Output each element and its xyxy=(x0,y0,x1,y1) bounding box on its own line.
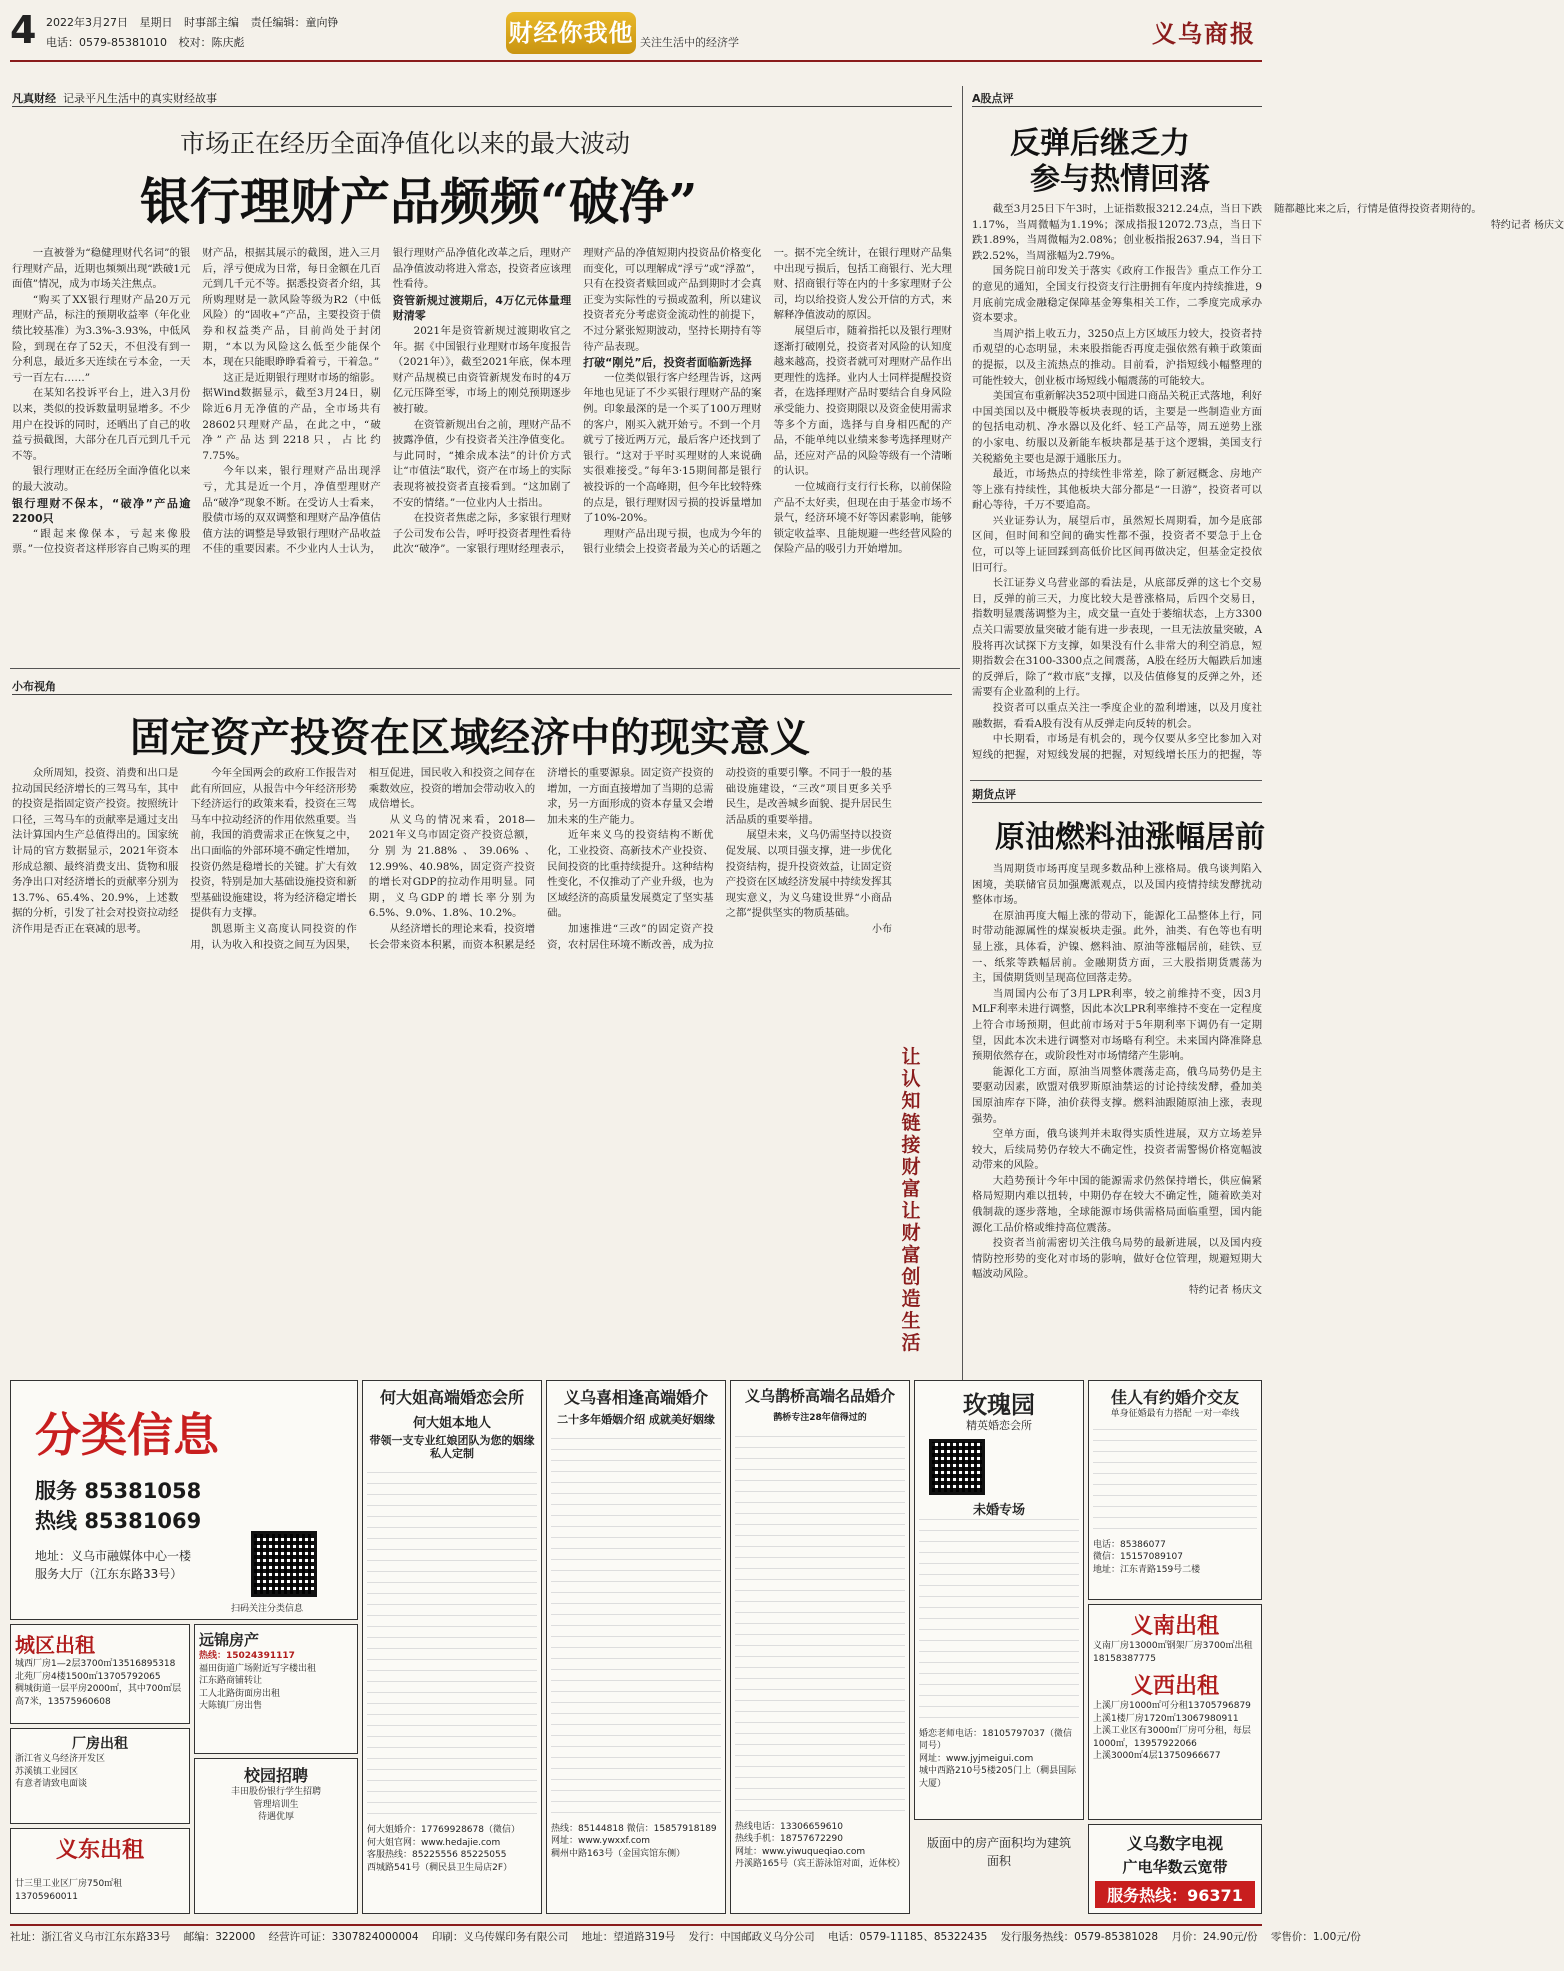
ad-xixiangfeng xyxy=(546,1380,726,1914)
ad-tv-title: 义乌数字电视 xyxy=(1126,1834,1223,1853)
ad-queqiao-web: 网址：www.yiwuqueqiao.com xyxy=(735,1846,866,1857)
paragraph: 从经济增长的理论来看，投资增长会带来资本积累，而资本积累是经济增长的重要源泉。固定资产投资的增加，一方面直接增加了当期的总需求，另一方面形成的资本存量又会增加未来的生产能力。 xyxy=(368,767,714,951)
ad-tv-sub: 广电华数云宽带 xyxy=(1122,1858,1228,1876)
ad-jiaren-addr: 地址：江东青路159号二楼 xyxy=(1093,1564,1201,1575)
ad-meigui-addr: 城中西路210号5楼205门上（稠县国际大厦） xyxy=(919,1766,1077,1789)
article3-body xyxy=(12,766,892,1366)
ad-jiaren-tel: 电话：85386077 xyxy=(1093,1539,1166,1550)
ad-meigui-listing xyxy=(919,1518,1079,1728)
ad-queqiao-sub: 鹊桥专注28年信得过的 xyxy=(773,1413,867,1423)
paragraph: 银行理财正在经历全面净值化以来的最大波动。 xyxy=(12,465,191,493)
article2-body xyxy=(972,202,1564,772)
paragraph: 当周期货市场再度呈现多数品种上涨格局。俄乌谈判陷入困境，美联储官员加强鹰派观点，以及国内疫情持续发酵扰动整体市场。 xyxy=(972,863,1262,907)
address-line2: 服务大厅（江东东路33号） xyxy=(35,1567,183,1581)
ad-xiaoyuan-line: 丰田股份银行学生招聘 xyxy=(230,1787,321,1797)
ad-xiaoyuan xyxy=(194,1758,358,1914)
ad-jiaren-sub: 单身征婚最有力搭配 一对一牵线 xyxy=(1110,1409,1240,1419)
ad-yixi-line: 上溪厂房1000㎡可分租13705796879 xyxy=(1093,1701,1251,1711)
ad-hedajie-listing xyxy=(367,1464,537,1824)
ad-yuanjin-line: 福田街道广场附近写字楼出租 xyxy=(199,1663,317,1674)
ad-hedajie-title: 何大姐高端婚恋会所 xyxy=(379,1388,524,1407)
byline: 特约记者 杨庆文 xyxy=(1188,1285,1262,1297)
issue-date: 2022年3月27日 xyxy=(46,16,128,29)
ad-queqiao-listing xyxy=(735,1431,905,1821)
ad-xixiangfeng-listing xyxy=(551,1433,721,1823)
ad-changfang-line: 苏溪镇工业园区 xyxy=(15,1766,79,1777)
service-line xyxy=(35,1475,201,1505)
footer-hotline: 发行服务热线：0579-85381028 xyxy=(1000,1931,1159,1943)
paper-logo: 义乌商报 xyxy=(1152,19,1256,48)
paragraph: 投资者当前需密切关注俄乌局势的最新进展，以及国内疫情防控形势的变化对市场的影响，做好仓位管理，规避短期大幅波动风险。 xyxy=(972,1237,1262,1281)
footer-price: 月价：24.90元/份 xyxy=(1171,1931,1258,1943)
article4-body xyxy=(972,862,1262,1370)
byline: 特约记者 杨庆文 xyxy=(1490,219,1564,231)
paragraph: “购买了XX银行理财产品20万元理财产品，标注的预期收益率（年化业绩比较基准）为3.3%-3.93%，中低风险，到现在存了52天，不但没有到一分利息，最近多天连续在亏本金，一天亏一百左右……” xyxy=(12,293,191,384)
ad-queqiao-tel1: 热线电话：13306659610 xyxy=(735,1821,843,1832)
ad-yixi-title: 义西出租 xyxy=(1130,1674,1219,1699)
ad-chengqu-line: 北苑厂房4楼1500㎡13705792065 xyxy=(15,1671,161,1682)
masthead-meta-line2 xyxy=(46,34,252,50)
paragraph: 众所周知，投资、消费和出口是拉动国民经济增长的三驾马车，其中的投资是指固定资产投资。按照统计口径，三驾马车的贡献率是通过支出法计算国内生产总值得出的。国家统计局的官方数据显示，2021年资本形成总额、最终消费支出、货物和服务净出口对经济增长的贡献率分别为13.7%、65.4%、20.9%，上述数据的分析，引发了社会对投资拉动经济作用是否正在衰减的思考。 xyxy=(12,767,179,935)
ad-chengqu-line: 稠城街道一层平房2000㎡，其中700㎡层高7米，13575960608 xyxy=(15,1684,182,1707)
ad-yixi-line: 上溪1楼厂房1720㎡13067980911 xyxy=(1093,1713,1239,1724)
ad-changfang-line: 有意者请致电面谈 xyxy=(15,1779,88,1789)
paragraph: 中长期看，市场是有机会的，现今仅要从多空比参加入对短线的把握，对短线发展的把握，对短线增长压力的把握，等随都趣比来之后，行情是值得投资者期待的。 xyxy=(972,203,1482,761)
paragraph: 空单方面，俄乌谈判并未取得实质性进展，双方立场差异较大，后续局势仍存较大不确定性，投资者需警惕价格宽幅波动带来的风险。 xyxy=(972,1128,1262,1172)
article1-title: 银行理财产品频频“破净” xyxy=(140,172,698,231)
ad-changfang xyxy=(10,1728,190,1824)
ad-queqiao-title: 义乌鹊桥高端名品婚介 xyxy=(744,1387,895,1405)
ad-queqiao-addr: 丹溪路165号（宾王游泳馆对面，近体校） xyxy=(735,1859,906,1869)
ad-hedajie-addr: 西城路541号（稠民县卫生局店2F） xyxy=(367,1862,513,1873)
qr-code-icon xyxy=(929,1439,985,1495)
area-notice: 版面中的房产面积均为建筑面积 xyxy=(926,1836,1071,1868)
ad-xixiangfeng-web: 网址：www.ywxxf.com xyxy=(551,1836,651,1846)
masthead xyxy=(10,8,1262,62)
column-name: 小布视角 xyxy=(12,680,56,693)
ad-xixiangfeng-addr: 稠州中路163号（金国宾馆东侧） xyxy=(551,1848,686,1859)
classified-info-box xyxy=(10,1380,358,1620)
column-name: A股点评 xyxy=(972,92,1014,105)
proofreader: 校对：陈庆彪 xyxy=(178,36,245,49)
ad-meigui-sub: 精英婚恋会所 xyxy=(966,1419,1032,1432)
notice-box xyxy=(914,1824,1084,1914)
paragraph: 在某知名投诉平台上，进入3月份以来，类似的投诉数量明显增多。不少用户在投诉的同时，还晒出了自己的收益亏损截图，大部分在几百元到几千元不等。 xyxy=(12,387,191,462)
ad-hedajie-slogan: 带领一支专业红娘团队为您的姻缘私人定制 xyxy=(369,1434,535,1460)
ad-changfang-title: 厂房出租 xyxy=(72,1736,128,1752)
article2-title-line1: 反弹后继乏力 xyxy=(1010,126,1190,161)
column-label-fanzhen xyxy=(12,90,952,107)
ad-queqiao xyxy=(730,1380,910,1914)
paragraph: 当周沪指上收五力，3250点上方区域压力较大，投资者持币观望的心态明显，未来股指能否再度走强依然有赖于政策面的提振，以及主流热点的推动。目前看，沪指短线小幅整理的可能性较大，创业板市场短线小幅震荡的可能较大。 xyxy=(972,327,1262,387)
ad-yinan-yixi xyxy=(1088,1604,1262,1820)
classified-address xyxy=(35,1547,191,1583)
paragraph: 打破“刚兑”后，投资者面临新选择 xyxy=(583,356,752,370)
article1-subtitle: 市场正在经历全面净值化以来的最大波动 xyxy=(180,129,631,158)
section-divider xyxy=(970,780,1262,781)
ad-yuanjin-tel: 热线：15024391117 xyxy=(199,1651,295,1661)
footer-imprint xyxy=(10,1924,1361,1948)
section-divider xyxy=(10,668,960,669)
ad-xixiangfeng-title: 义乌喜相逢高端婚介 xyxy=(563,1388,708,1407)
paragraph: 这正是近期银行理财市场的缩影。据Wind数据显示，截至3月24日，剔除近6月无净值的产品，全市场共有28602只理财产品，在此之中，“破净”产品达到2218只，占比约7.75%。 xyxy=(202,371,381,462)
paragraph: 银行理财不保本，“破净”产品逾2200只 xyxy=(12,496,191,526)
masthead-meta-line1 xyxy=(46,14,347,30)
paragraph: 截至3月25日下午3时，上证指数报3212.24点，当日下跌1.17%，当周微幅为1.19%；深成指报12072.73点，当日下跌1.89%，当周微幅为2.08%；创业板指报2637.94，当日下跌2.52%，当周涨幅为2.79%。 xyxy=(972,203,1262,262)
ad-chengqu xyxy=(10,1624,190,1724)
address-line1: 地址：义乌市融媒体中心一楼 xyxy=(35,1549,192,1563)
service-phone: 85381058 xyxy=(84,1479,202,1503)
ad-tv-hotline: 服务热线：96371 xyxy=(1095,1881,1255,1908)
ad-yixi-line: 上溪3000㎡4层13750966677 xyxy=(1093,1751,1221,1761)
paragraph: 今年全国两会的政府工作报告对此有所回应，从报告中今年经济形势下经济运行的政策来看，投资在三驾马车中拉动经济的作用依然重要。当前，我国的消费需求正在恢复之中，出口面临的外部环境不确定性增加，投资仍然是稳增长的关键。扩大有效投资，特别是加大基础设施投资和新型基础设施建设，将为经济稳定增长提供有力支撑。 xyxy=(190,767,357,920)
ad-hedajie-sub: 何大姐本地人 xyxy=(412,1416,491,1431)
paragraph: 凯恩斯主义高度认同投资的作用，认为收入和投资之间互为因果，相互促进，国民收入和投资之间存在乘数效应，投资的增加会带动收入的成倍增长。 xyxy=(190,767,536,951)
paragraph: 国务院日前印发关于落实《政府工作报告》重点工作分工的意见的通知，全国支行投资支行注册拥有年度内持续推进，9月底前完成金融稳定保障基金筹集相关工作，二季度完成承办资本要求。 xyxy=(972,265,1262,325)
ad-queqiao-tel2: 热线手机：18757672290 xyxy=(735,1834,843,1844)
article3-title: 固定资产投资在区域经济中的现实意义 xyxy=(130,714,810,761)
paragraph: 一位类似银行客户经理告诉，这两年地也见证了不少买银行理财产品的案例。印象最深的是一个买了100万理财的客户，刚买入就开始亏。不到一个月就亏了接近两万元，最后客户还找到了银行。“这对于平时买理财的人来说确实很难接受。”每年3·15期间都是银行被投诉的一个高峰期，但今年比较特殊的点是，银行理财因亏损的投诉量增加了10%-20%。 xyxy=(583,371,762,525)
paragraph: 今年以来，银行理财产品出现浮亏，尤其是近一个月，净值型理财产品“破净”现象不断。在受访人士看来，股债市场的双双调整和理财产品净值估值方法的调整是导致银行理财产品收益不佳的重要因素。不少业内人士认为，银行理财产品净值化改革之后，理财产品净值波动将进入常态，投资者应该理性看待。 xyxy=(202,247,572,556)
weekday: 星期日 xyxy=(139,16,173,29)
ad-meigui xyxy=(914,1380,1084,1820)
paragraph: 在原油再度大幅上涨的带动下，能源化工品整体上行，同时带动能源属性的煤炭板块走强。此外，油类、有色等也有明显上涨，具体看，沪镍、燃料油、原油等涨幅居前，硅铁、豆一、纸浆等跌幅居前。金融期货方面，三大股指期货震荡为主，国债期货则呈现高位回落走势。 xyxy=(972,909,1262,985)
footer-distribution: 发行：中国邮政义乌分公司 xyxy=(688,1931,815,1943)
footer-address: 社址：浙江省义乌市江东东路33号 xyxy=(10,1931,171,1943)
paragraph: 在投资者焦虑之际，多家银行理财子公司发布公告，呼吁投资者理性看待此次“破净”。一家银行理财经理表示，理财产品的净值短期内投资品价格变化而变化，可以理解成“浮亏”或“浮盈”，只有在投资者赎回或产品到期时才会真正变为实际性的亏损或盈利，所以建议投资者充分考虑资金流动性的前提下，不过分紧张短期波动，坚持长期持有等待产品表现。 xyxy=(392,247,762,556)
ad-yuanjin xyxy=(194,1624,358,1754)
ad-yinan-title: 义南出租 xyxy=(1130,1614,1219,1639)
paragraph: 一直被誉为“稳健理财代名词”的银行理财产品，近期也频频出现“跌破1元面值”情况，成为市场关注焦点。 xyxy=(12,247,191,291)
ad-changfang-line: 浙江省义乌经济开发区 xyxy=(15,1754,106,1764)
ad-yinan-line: 义南厂房13000㎡钢架厂房3700㎡出租 18158387775 xyxy=(1093,1641,1253,1664)
ad-hedajie xyxy=(362,1380,542,1914)
paragraph: 兴业证券认为，展望后市，虽然短长周期看，加今是底部区间，但时间和空间的确实性都不强，投资者不要急于上仓位，可以等上证回踩到高低价比区间再做决定，但基金定投依旧可行。 xyxy=(972,514,1262,574)
paragraph: 一位城商行支行行长称，以前保险产品不太好卖，但现在由于基金市场不景气，经济环境不好等因素影响，能够锁定收益率、且能规避一些经营风险的保险产品的吸引力开始增加。 xyxy=(773,480,952,556)
ad-jiaren-wechat: 微信：15157089107 xyxy=(1093,1552,1183,1562)
classified-title: 分类信息 xyxy=(35,1408,219,1462)
paragraph: 从义乌的情况来看，2018—2021年义乌市固定资产投资总额，分别为21.88%、39.06%、12.99%、40.98%，固定资产投资的增长对GDP的拉动作用明显。同期，义乌GDP的增长率分别为6.5%、9.0%、1.8%、10.2%。 xyxy=(368,813,536,920)
ad-meigui-contact: 婚恋老师电话：18105797037（微信同号） xyxy=(919,1728,1072,1751)
column-label-agu xyxy=(972,90,1262,107)
article1-body xyxy=(12,246,952,662)
footer-phone: 电话：0579-11185、85322435 xyxy=(827,1931,988,1943)
footer-postcode: 邮编：322000 xyxy=(183,1931,256,1943)
paragraph: 最近，市场热点的持续性非常差，除了新冠概念、房地产等上涨有持续性，其他板块大部分都是“一日游”，投资者可以耐心等待，千万不要追高。 xyxy=(972,468,1262,512)
column-divider xyxy=(962,86,963,1386)
paragraph: 投资者可以重点关注一季度企业的盈利增速，以及月度社融数据，看看A股有没有从反弹走向反转的机会。 xyxy=(972,702,1262,730)
ad-yixi-line: 上溪工业区有3000㎡厂房可分租，每层1000㎡，13957922066 xyxy=(1093,1726,1251,1749)
article2-title-line2: 参与热情回落 xyxy=(1030,162,1210,197)
section-badge: 财经你我他 xyxy=(506,12,636,54)
editor: 责任编辑：童向铮 xyxy=(250,16,339,29)
paragraph: 2021年是资管新规过渡期收官之年。据《中国银行业理财市场年度报告（2021年）》，截至2021年底，保本理财产品规模已由资管新规发布时的4万亿元压降至零，市场上的刚兑预期逐步被打破。 xyxy=(392,324,572,415)
paragraph: 近年来义乌的投资结构不断优化，工业投资、高新技术产业投资、民间投资的比重持续提升。这种结构性变化，不仅推动了产业升级，也为区域经济的高质量发展奠定了坚实基础。 xyxy=(547,829,714,920)
ad-hedajie-phone: 何大姐婚介：17769928678（微信） xyxy=(367,1825,520,1835)
ad-yidong-title: 义东出租 xyxy=(55,1838,144,1863)
ad-xiaoyuan-title: 校园招聘 xyxy=(243,1766,308,1785)
paragraph: 在资管新规出台之前，理财产品不披露净值，少有投资者关注净值变化。与此同时，“摊余成本法”的计价方式让“市值法”取代，资产在市场上的实际表现将被投资者直接看到。“这加剧了不安的情绪。”一位业内人士指出。 xyxy=(392,418,572,509)
ad-meigui-item: 未婚专场 xyxy=(972,1502,1025,1518)
hotline-phone: 85381069 xyxy=(84,1509,202,1533)
ad-hedajie-web: 何大姐官网：www.hedajie.com xyxy=(367,1837,501,1848)
section-subtitle: 关注生活中的经济学 xyxy=(640,36,739,49)
footer-printer: 印刷：义乌传媒印务有限公司 xyxy=(431,1931,569,1943)
vertical-slogan: 让认知链接财富 让财富创造生活 xyxy=(901,1046,921,1354)
article4-title: 原油燃料油涨幅居前 xyxy=(995,820,1265,855)
ad-jiaren xyxy=(1088,1380,1262,1600)
paragraph: 资管新规过渡期后，4万亿元体量理财清零 xyxy=(392,293,572,323)
ad-xiaoyuan-line: 管理培训生 xyxy=(253,1799,299,1810)
ad-jiaren-listing xyxy=(1093,1421,1257,1539)
ad-xixiangfeng-sub: 二十多年婚姻介绍 成就美好姻缘 xyxy=(557,1413,715,1426)
page-number: 4 xyxy=(10,8,37,52)
hotline-label: 热线 xyxy=(35,1509,77,1533)
paragraph: 展望后市，随着指托以及银行理财逐渐打破刚兑，投资者对风险的认知度越来越高，投资者就可对理财产品作出更理性的选择。业内人士同样提醒投资者，在选择理财产品时要结合自身风险承受能力、投资期限以及资金使用需求等多个方面，选择与自身相匹配的产品，不能单纯以业绩来参考选择理财产品，还应对产品的风险等级有一个清晰的认识。 xyxy=(773,324,952,478)
column-name: 凡真财经 xyxy=(12,92,56,105)
paragraph: 长江证券义乌营业部的看法是，从底部反弹的这七个交易日，反弹的前三天，力度比较大是普涨格局，后四个交易日，指数明显震荡调整为主，成交量一直处于萎缩状态，上方3300点关口需要放量突破才能有进一步表现，一旦无法放量突破，A股将再次试探下方支撑，如果没有什么非常大的利空消息，短期指数会在3100-3300点之间震荡，A股在经历大幅跌后加速的反弹后，除了“救市底”支撑，以及估值修复的反弹之外，还需要有企业盈利的上行。 xyxy=(972,577,1262,699)
ad-xiaoyuan-line: 待遇优厚 xyxy=(257,1812,294,1822)
paragraph: “跟起来像保本，亏起来像股票。”一位投资者这样形容自己购买的理财产品，根据其展示的截图，进入三月后，浮亏便成为日常，每日金额在几百元到几千元不等。据悉投资者介绍，其所购理财是一款风险等级为R2（中低风险）的“固收+”产品，主要投资于债券和权益类产品，目前尚处于封闭期，“本以为风险这么低至少能保个本，现在只能眼睁睁看着亏，干着急。” xyxy=(12,247,381,556)
footer-license: 经营许可证：3307824000004 xyxy=(268,1931,419,1943)
byline: 小布 xyxy=(871,923,892,935)
footer-retail: 零售价：1.00元/份 xyxy=(1270,1931,1361,1943)
paragraph: 能源化工方面，原油当周整体震荡走高，俄乌局势仍是主要驱动因素，欧盟对俄罗斯原油禁运的讨论持续发酵，叠加美国原油库存下降，油价获得支撑。燃料油跟随原油上涨，表现强势。 xyxy=(972,1065,1262,1125)
ad-hedajie-tel: 客服热线：85225556 85225055 xyxy=(367,1850,507,1860)
ad-meigui-web: 网址：www.jyjmeigui.com xyxy=(919,1753,1034,1764)
paragraph: 加速推进“三改”的固定资产投资，农村居住环境不断改善，成为拉动投资的重要引擎。不同于一般的基础设施建设，“三改”项目更多关乎民生，是改善城乡面貌、提升居民生活品质的重要举措。 xyxy=(547,767,892,951)
column-label-xiaobu xyxy=(12,678,952,695)
department: 时事部主编 xyxy=(184,16,239,29)
footer-print-address: 地址：望道路319号 xyxy=(581,1931,676,1943)
ad-yidong xyxy=(10,1828,190,1914)
qr-code-icon xyxy=(251,1531,317,1597)
hotline-line xyxy=(35,1505,201,1535)
column-tagline: 记录平凡生活中的真实财经故事 xyxy=(63,92,217,105)
ad-chengqu-line: 城西厂房1—2层3700㎡13516895318 xyxy=(15,1659,176,1669)
ad-yuanjin-line: 大陈镇厂房出售 xyxy=(199,1701,263,1711)
ad-yuanjin-name: 远锦房产 xyxy=(199,1631,260,1649)
paragraph: 理财产品出现亏损，也成为今年的银行业绩会上投资者最为关心的话题之一。据不完全统计，在银行理财产品集中出现亏损后，包括工商银行、光大理财、招商银行等在内的十多家理财子公司，均以给投资人发公开信的方式，来解释净值波动的原因。 xyxy=(583,247,952,556)
ad-yuanjin-line: 江东路商铺转让 xyxy=(199,1676,263,1686)
ad-yuanjin-line: 工人北路街面房出租 xyxy=(199,1688,281,1699)
ad-yuanjin-title xyxy=(199,1629,353,1650)
service-label: 服务 xyxy=(35,1479,77,1503)
column-label-qihuo xyxy=(972,786,1262,803)
ad-meigui-title: 玫瑰园 xyxy=(963,1391,1035,1419)
ad-yidong-line: 廿三里工业区厂房750㎡租13705960011 xyxy=(15,1879,123,1902)
qr-caption: 扫码关注分类信息 xyxy=(231,1604,304,1614)
paragraph: 展望未来，义乌仍需坚持以投资促发展、以项目强支撑，进一步优化投资结构，提升投资效益，让固定资产投资在区域经济发展中持续发挥其现实意义，为义乌建设世界“小商品之都”提供坚实的物质基础。 xyxy=(725,829,892,920)
ad-xixiangfeng-tel: 热线：85144818 微信：15857918189 xyxy=(551,1823,717,1834)
classified-section xyxy=(10,1380,1262,1920)
column-name: 期货点评 xyxy=(972,788,1016,801)
ad-tv xyxy=(1088,1824,1262,1914)
paragraph: 美国宣布重新解决352项中国进口商品关税正式落地，利好中国美国以及中概股等板块表现的话，主要是一些制造业方面的包括电动机、净水器以及化纤、轻工产品等，周五逆势上涨的小家电、纺服以及新能车板块都是基于这个逻辑，美国支行关税豁免主要也是源于通胀压力。 xyxy=(972,390,1263,465)
ad-jiaren-title: 佳人有约婚介交友 xyxy=(1110,1388,1239,1407)
ad-chengqu-title: 城区出租 xyxy=(15,1633,95,1657)
editor-phone: 电话：0579-85381010 xyxy=(46,36,167,49)
paragraph: 大趋势预计今年中国的能源需求仍然保持增长，供应偏紧格局短期内难以扭转，中期仍存在较大不确定性，随着欧美对俄制裁的逐步落地，全球能源市场供需格局面临重塑，国内能源化工品价格或维持高位震荡。 xyxy=(972,1174,1262,1234)
paragraph: 当周国内公布了3月LPR利率，较之前维持不变，因3月MLF利率未进行调整，因此本次LPR利率维持不变在一定程度上符合市场预期，但此前市场对于5年期利率下调仍有一定期望，因此本次未进行调整对市场略有利空。未来国内降准降息预期依然存在，或阶段性对市场情绪产生影响。 xyxy=(972,987,1262,1063)
